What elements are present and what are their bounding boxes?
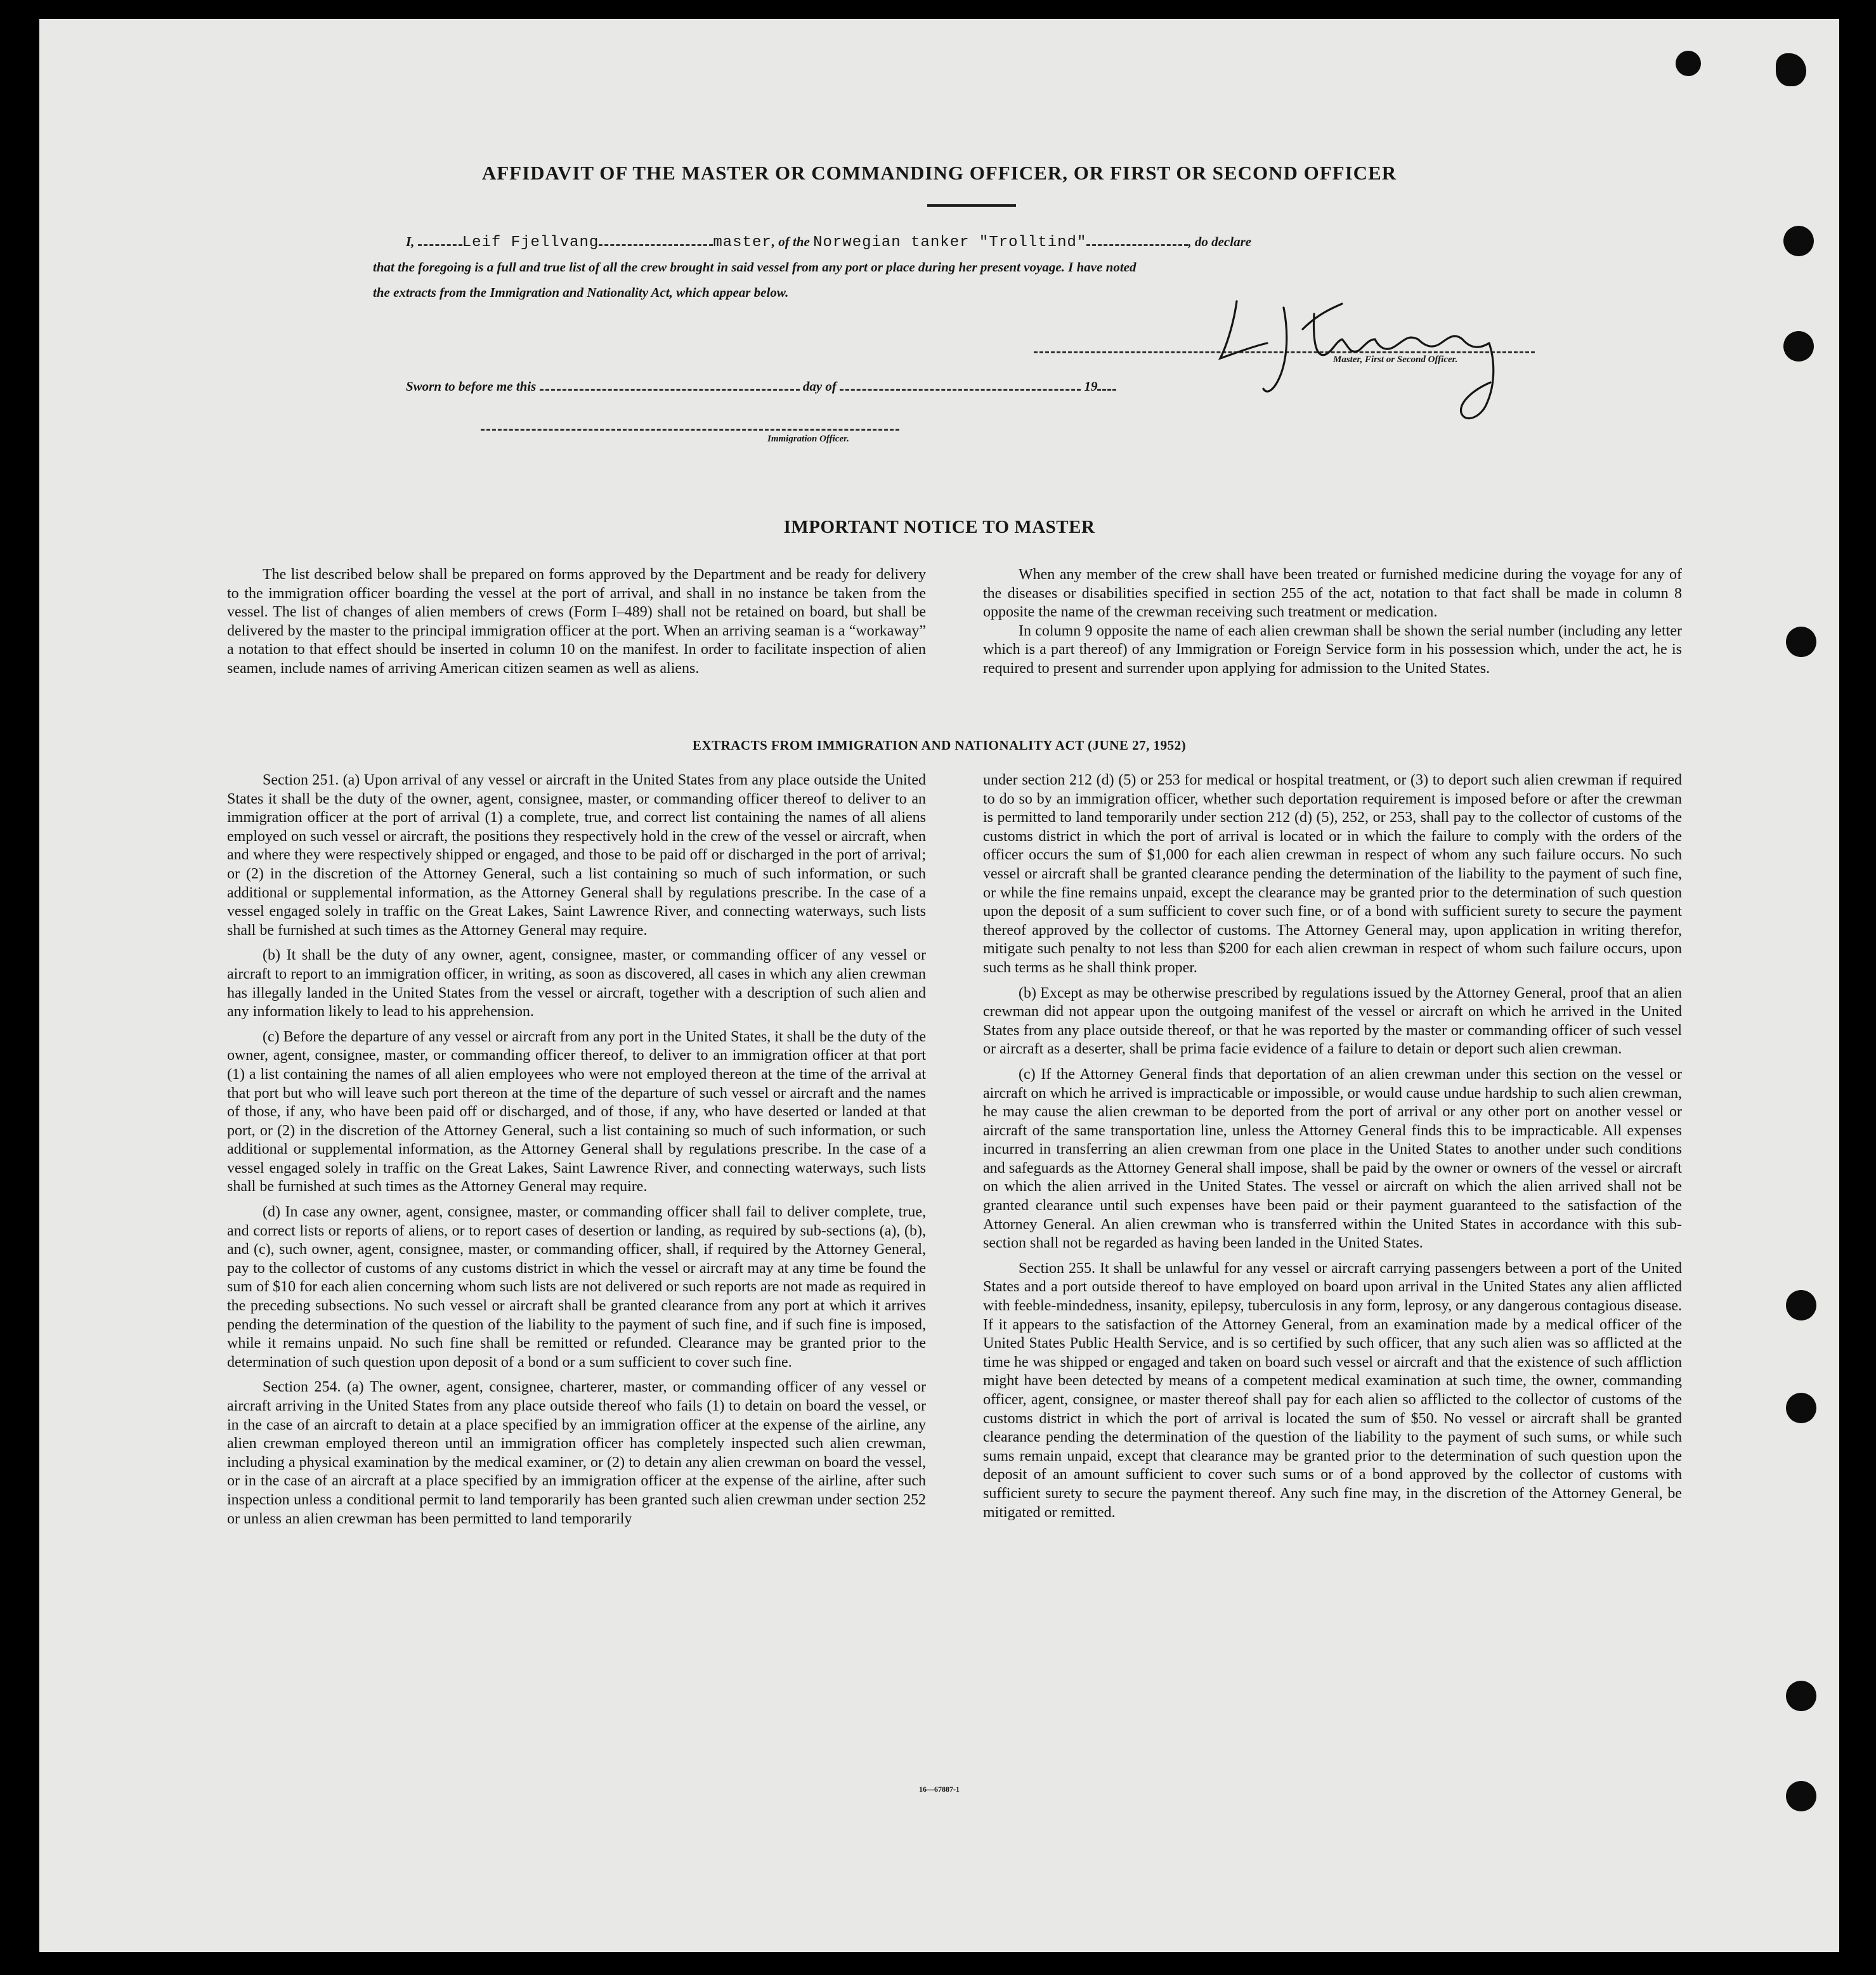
punch-hole	[1783, 226, 1814, 256]
extract-paragraph: Section 254. (a) The owner, agent, consignee, charterer, master, or commanding officer of any vessel or aircraft arriving in the United States from any place outside thereof who fails (1) to detain on board the vessel, or in the case of an aircraft to detain at a place specified by an immigration officer at the expense of the airline, any alien crewman employed thereon until an immigration officer has completely inspected such alien crewman, including a physical examination by the medical examiner, or (2) to detain any alien crewman on board the vessel, or in the case of an aircraft at a place specified by an immigration officer at the expense of the airline, after such inspection unless a conditional permit to land temporarily has been granted such alien crewman under section 252 or unless an alien crewman has been permitted to land temporarily	[227, 1379, 926, 1527]
punch-hole	[1786, 1290, 1816, 1320]
extract-paragraph: Section 255. It shall be unlawful for any vessel or aircraft carrying passengers between a port of the United States and a port outside thereof to have employed on board upon arrival in the United States any alien afflicted with feeble-mindedness, insanity, epilepsy, tuberculosis in any form, leprosy, or any dangerous contagious disease. If it appears to the satisfaction of the Attorney General, from an examination made by a medical officer of the United States Public Health Service, and is so certified by such officer, that any such alien was so afflicted at the time he was shipped or engaged and taken on board such vessel or aircraft and that the existence of such affliction might have been detected by means of a competent medical examination at such time, the owner, commanding officer, agent, consignee, or master thereof shall pay for each alien so afflicted to the collector of customs of the customs district in which the port of arrival is located the sum of $50. No vessel or aircraft shall be granted clearance pending the determination of the question of the liability to the payment of such sums, or while such sums remain unpaid, except that clearance may be granted prior to the determination of such question upon the deposit of an amount sufficient to cover such sums or of a bond approved by the collector of customs with sufficient surety to secure the payment thereof. Any such fine may, in the discretion of the Attorney General, be mitigated or remitted.	[983, 1260, 1682, 1521]
punch-hole	[1786, 1781, 1816, 1811]
form-code: 16—67887-1	[919, 1785, 960, 1794]
year-prefix: 19	[1084, 379, 1098, 394]
extracts-title: EXTRACTS FROM IMMIGRATION AND NATIONALITY ACT (JUNE 27, 1952)	[692, 738, 1187, 753]
notice-paragraph: In column 9 opposite the name of each alien crewman shall be shown the serial number (including any letter which is a part thereof) of any Immigration or Foreign Service form in his possession which, under the act, he is required to present and surrender upon applying for admission to the United States.	[983, 622, 1682, 677]
extracts-right-column	[983, 771, 1682, 1529]
of-the-label: , of the	[771, 234, 810, 249]
punch-hole	[1676, 51, 1701, 76]
declaration-prefix: I,	[406, 234, 415, 249]
extract-paragraph: under section 212 (d) (5) or 253 for medical or hospital treatment, or (3) to deport such alien crewman if required to do so by an immigration officer, whether such deportation requirement is imposed before or after the crewman is permitted to land temporarily under section 212 (d) (5), 252, or 253, shall pay to the collector of customs of the customs district in which the port of arrival is located or in which the failure to comply with the orders of the officer occurs the sum of $1,000 for each alien crewman in respect of whom any such failure occurs. No such vessel or aircraft shall be granted clearance pending the determination of the liability to the payment of such fine, or while the fine remains unpaid, except the clearance may be granted prior to the determination of such question upon the deposit of a sum sufficient to cover such fine, or of a bond with sufficient surety to secure the payment thereof approved by the collector of customs. The Attorney General may, upon application in writing therefor, mitigate such penalty to not less than $200 for each alien crewman in respect of whom such failure occurs, upon such terms as he shall think proper.	[983, 772, 1682, 976]
rank-field: master	[713, 234, 772, 251]
notice-right-column	[983, 566, 1682, 685]
do-declare-label: , do declare	[1188, 234, 1252, 249]
document-page	[39, 19, 1839, 1952]
title-rule	[927, 204, 1016, 207]
notice-paragraph: When any member of the crew shall have been treated or furnished medicine during the voyage for any of the diseases or disabilities specified in section 255 of the act, notation to that fact shall be made in column 8 opposite the name of the crewman receiving such treatment or medication.	[983, 566, 1682, 621]
extract-paragraph: (b) Except as may be otherwise prescribed by regulations issued by the Attorney General, proof that an alien crewman did not appear upon the outgoing manifest of the vessel or aircraft on which he arrived in the United States from any place outside thereof, or that he was reported by the master or commanding officer of such vessel or aircraft as a deserter, shall be prima facie evidence of a failure to detain or deport such alien crewman.	[983, 984, 1682, 1058]
punch-hole	[1783, 331, 1814, 362]
punch-hole	[1786, 627, 1816, 657]
vessel-field: Norwegian tanker "Trolltind"	[813, 234, 1087, 251]
notice-paragraph: The list described below shall be prepared on forms approved by the Department and be ready for delivery to the immigration officer boarding the vessel at the port of arrival, and shall in no instance be taken from the vessel. The list of changes of alien members of crews (Form I–489) shall not be retained on board, but shall be delivered by the master to the principal immigration officer at the port. When an arriving seaman is a “workaway” a notation to that effect should be inserted in column 10 on the manifest. In order to facilitate inspection of alien seamen, include names of arriving American citizen seamen as well as aliens.	[227, 566, 926, 677]
extract-paragraph: (d) In case any owner, agent, consignee, master, or commanding officer shall fail to deliver complete, true, and correct lists or reports of aliens, or to report cases of desertion or landing, as required by sub-sections (a), (b), and (c), such owner, agent, consignee, master, or commanding officer, shall, if required by the Attorney General, pay to the collector of customs of any customs district in which the vessel or aircraft may at any time be found the sum of $10 for each alien concerning whom such lists are not delivered or such reports are not made as required in the preceding subsections. No such vessel or aircraft shall be granted clearance from any port at which it arrives pending the determination of the question of the liability to the payment of such fine, and if such fine is imposed, while it remains unpaid. No such fine shall be remitted or refunded. Clearance may be granted prior to the determination of such question upon deposit of a bond or a sum sufficient to cover such fine.	[227, 1204, 926, 1371]
punch-hole	[1786, 1393, 1816, 1423]
declaration-line-3: the extracts from the Immigration and Nationality Act, which appear below.	[373, 285, 789, 300]
immigration-officer-line	[481, 429, 899, 431]
day-of-label: day of	[802, 379, 837, 394]
signature-caption: Master, First or Second Officer.	[1333, 355, 1458, 365]
declaration-line-1	[406, 228, 1592, 256]
extracts-left-column	[227, 771, 926, 1529]
extract-paragraph: Section 251. (a) Upon arrival of any vessel or aircraft in the United States from any place outside the United States it shall be the duty of the owner, agent, consignee, master, or commanding officer thereof to deliver to an immigration officer at the port of arrival (1) a complete, true, and correct list containing the names of all aliens employed on such vessel or aircraft, the positions they respectively hold in the crew of the vessel or aircraft, when and where they were respectively shipped or engaged, and those to be paid off or discharged in the port of arrival; or (2) in the discretion of the Attorney General, such a list containing so much of such information, or such additional or supplemental information, as the Attorney General shall by regulations prescribe. In the case of a vessel engaged solely in traffic on the Great Lakes, Saint Lawrence River, and connecting waterways, such lists shall be furnished at such times as the Attorney General may require.	[227, 772, 926, 939]
immigration-officer-caption: Immigration Officer.	[767, 434, 849, 444]
sworn-label: Sworn to before me this	[406, 379, 537, 394]
sworn-line	[406, 373, 1294, 400]
affidavit-title: AFFIDAVIT OF THE MASTER OR COMMANDING OFFICER, OR FIRST OR SECOND OFFICER	[481, 162, 1397, 184]
master-name-field: Leif Fjellvang	[462, 234, 599, 251]
notice-left-column	[227, 566, 926, 685]
extract-paragraph: (c) If the Attorney General finds that deportation of an alien crewman under this section on the vessel or aircraft on which he arrived is impracticable or impossible, or would cause undue hardship to such alien crewman, he may cause the alien crewman to be deported from the port of arrival or any other port on another vessel or aircraft of the same transportation line, unless the Attorney General finds this to be impracticable. All expenses incurred in transferring an alien crewman from one place in the United States to another under such conditions and safeguards as the Attorney General shall impose, shall be paid by the owner or owners of the vessel or aircraft on which the alien arrived in the United States. The vessel or aircraft on which the alien arrived shall not be granted clearance until such expenses have been paid or their payment guaranteed to the satisfaction of the Attorney General. An alien crewman who is transferred within the United States in accordance with this sub-section shall not be regarded as having been landed in the United States.	[983, 1066, 1682, 1252]
extract-paragraph: (b) It shall be the duty of any owner, agent, consignee, master, or commanding officer of any vessel or aircraft to report to an immigration officer, in writing, as soon as discovered, all cases in which any alien crewman has illegally landed in the United States from the vessel or aircraft, together with a description of such alien and any information likely to lead to his apprehension.	[227, 947, 926, 1020]
extract-paragraph: (c) Before the departure of any vessel or aircraft from any port in the United States, it shall be the duty of the owner, agent, consignee, master, or commanding officer thereof, to deliver to an immigration officer at that port (1) a list containing the names of all alien employees who were not employed thereon at the time of the arrival at that port but who will leave such port thereon at the time of the departure of such vessel or aircraft and the names of those, if any, who have been paid off or discharged, and of those, if any, who have deserted or landed at that port, or (2) in the discretion of the Attorney General, such a list containing so much of such information, or such additional or supplemental information, as the Attorney General shall by regulations prescribe. In the case of a vessel engaged solely in traffic on the Great Lakes, Saint Lawrence River, and connecting waterways, such lists shall be furnished at such times as the Attorney General may require.	[227, 1028, 926, 1196]
scan-edge	[1843, 0, 1876, 1975]
punch-hole	[1786, 1681, 1816, 1711]
declaration-line-2: that the foregoing is a full and true list of all the crew brought in said vessel from any port or place during her present voyage. I have noted	[373, 259, 1137, 275]
notice-title: IMPORTANT NOTICE TO MASTER	[783, 517, 1095, 537]
